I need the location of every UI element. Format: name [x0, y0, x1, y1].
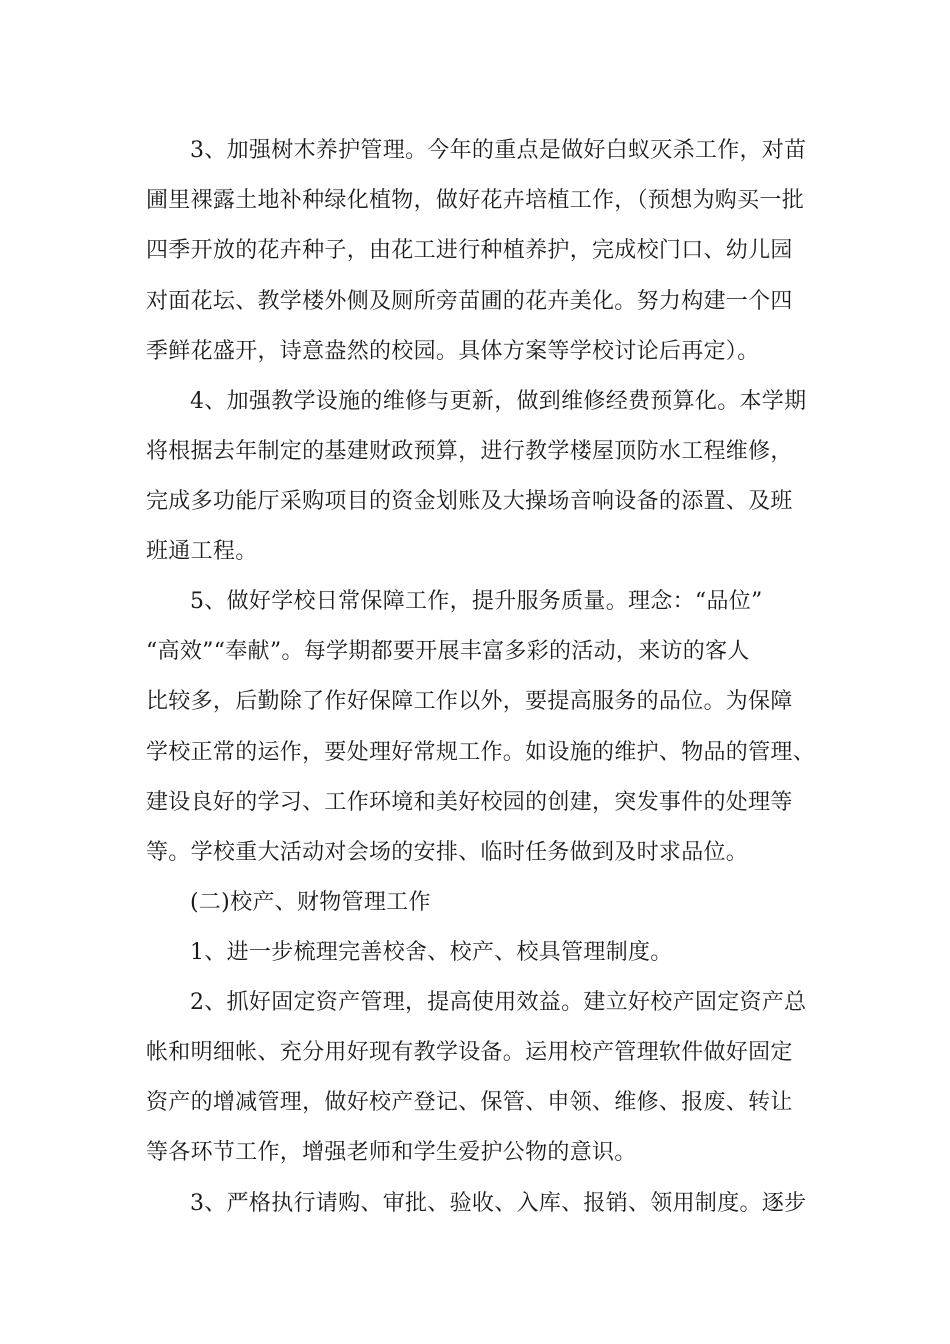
text-line: 帐和明细帐、充分用好现有教学设备。运用校产管理软件做好固定	[146, 1040, 793, 1065]
text-line: 等各环节工作，增强老师和学生爱护公物的意识。	[146, 1140, 637, 1165]
text-line: 对面花坛、教学楼外侧及厕所旁苗圃的花卉美化。努力构建一个四	[146, 289, 793, 314]
text-line: “高效”“奉献”。每学期都要开展丰富多彩的活动，来访的客人	[146, 639, 750, 664]
text-line: 资产的增减管理，做好校产登记、保管、申领、维修、报废、转让	[146, 1090, 793, 1115]
text-line: 建设良好的学习、工作环境和美好校园的创建，突发事件的处理等	[146, 790, 793, 815]
text-line: 圃里裸露土地补种绿化植物，做好花卉培植工作，（预想为购买一批	[146, 188, 805, 213]
text-line: 比较多，后勤除了作好保障工作以外，要提高服务的品位。为保障	[146, 689, 793, 714]
text-line: 完成多功能厅采购项目的资金划账及大操场音响设备的添置、及班	[146, 489, 793, 514]
text-line: 1、进一步梳理完善校舍、校产、校具管理制度。	[190, 940, 673, 965]
text-line: 季鲜花盛开，诗意盎然的校园。具体方案等学校讨论后再定）。	[146, 339, 760, 364]
text-line: 等。学校重大活动对会场的安排、临时任务做到及时求品位。	[146, 840, 749, 865]
text-line: 班通工程。	[146, 539, 258, 564]
text-line: 4、加强教学设施的维修与更新，做到维修经费预算化。本学期	[190, 389, 807, 414]
text-line: 将根据去年制定的基建财政预算，进行教学楼屋顶防水工程维修，	[146, 439, 793, 464]
text-line: 5、做好学校日常保障工作，提升服务质量。理念：“品位”	[190, 589, 763, 614]
text-line: 四季开放的花卉种子，由花工进行种植养护，完成校门口、幼儿园	[146, 238, 793, 263]
text-line: 学校正常的运作，要处理好常规工作。如设施的维护、物品的管理、	[146, 740, 816, 765]
text-line: 3、严格执行请购、审批、验收、入库、报销、领用制度。逐步	[190, 1191, 807, 1216]
section-heading: (二)校产、财物管理工作	[190, 890, 431, 915]
text-line: 3、加强树木养护管理。今年的重点是做好白蚁灭杀工作，对苗	[190, 138, 807, 163]
text-line: 2、抓好固定资产管理，提高使用效益。建立好校产固定资产总	[190, 990, 807, 1015]
